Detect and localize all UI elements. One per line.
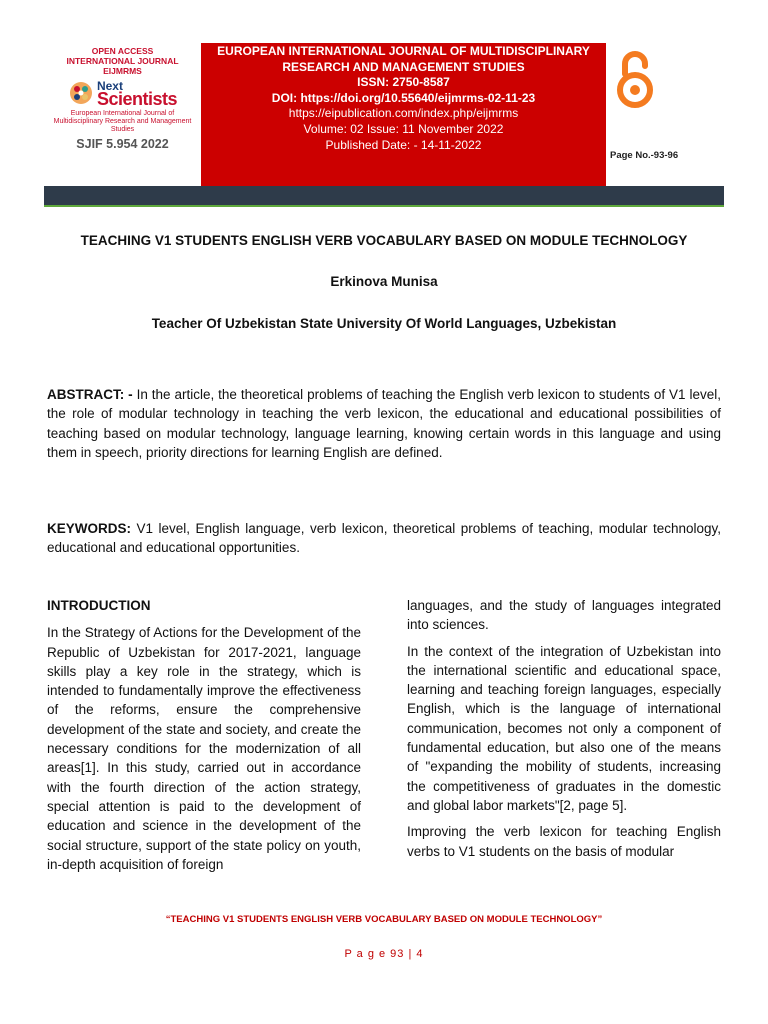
sjif-impact: SJIF 5.954 2022 bbox=[76, 137, 169, 151]
body-column-left bbox=[47, 596, 361, 881]
page-range: Page No.-93-96 bbox=[610, 150, 679, 161]
paragraph-integration: In the context of the integration of Uzbekistan into the international scientific and educational space, learning and teaching foreign languages, especially English, which is the language of international communication, becomes not only a component of fundamental education, but also one of the means of "expanding the mobility of students, increasing the competitiveness of graduates in the domestic and global labor markets"[2, page 5]. bbox=[407, 643, 721, 813]
journal-volume: Volume: 02 Issue: 11 November 2022 bbox=[303, 121, 504, 136]
header-divider-band bbox=[44, 186, 724, 205]
brand-scientists: Scientists bbox=[96, 89, 178, 109]
running-title: “TEACHING V1 STUDENTS ENGLISH VERB VOCABULARY BASED ON MODULE TECHNOLOGY” bbox=[165, 914, 603, 925]
journal-issn: ISSN: 2750-8587 bbox=[357, 75, 450, 90]
page-number: P a g e 93 | 4 bbox=[344, 948, 424, 960]
paragraph-continued: languages, and the study of languages integrated into sciences. bbox=[407, 598, 721, 633]
journal-logo-block bbox=[50, 46, 195, 186]
journal-info-box bbox=[201, 43, 606, 187]
article-author: Erkinova Munisa bbox=[330, 274, 438, 289]
journal-name: EUROPEAN INTERNATIONAL JOURNAL OF MULTIDISCIPLINARY RESEARCH AND MANAGEMENT STUDIES bbox=[217, 44, 590, 74]
published-date: Published Date: - 14-11-2022 bbox=[325, 137, 482, 152]
next-scientists-logo-icon bbox=[68, 80, 94, 106]
keywords-text: V1 level, English language, verb lexicon, theoretical problems of teaching, modular technology, educational and educational opportunities. bbox=[47, 521, 721, 556]
international-journal-label: INTERNATIONAL JOURNAL bbox=[66, 56, 179, 66]
abstract-label: ABSTRACT: - bbox=[47, 387, 133, 402]
brand-subtitle: European International Journal of Multidisciplinary Research and Management Studies bbox=[53, 110, 192, 133]
introduction-heading: INTRODUCTION bbox=[47, 598, 151, 613]
abstract bbox=[47, 385, 721, 462]
journal-doi[interactable]: DOI: https://doi.org/10.55640/eijmrms-02-11-23 bbox=[271, 90, 536, 105]
body-column-right bbox=[407, 596, 721, 868]
open-access-label: OPEN ACCESS bbox=[91, 46, 154, 56]
introduction-paragraph: In the Strategy of Actions for the Development of the Republic of Uzbekistan for 2017-2021, language skills play a key role in the strategy, which is intended to fundamentally improve the effectiveness of the reforms, ensure the comprehensive development of the state and society, and create the necessary conditions for the modernization of all areas[1]. In this study, carried out in accordance with the fourth direction of the action strategy, special attention is paid to the development of education and science in the development of the social structure, support of the state policy on youth, in-depth acquisition of foreign bbox=[47, 625, 361, 872]
paragraph-verb-lexicon: Improving the verb lexicon for teaching English verbs to V1 students on the basis of modular bbox=[407, 824, 721, 859]
article-title: TEACHING V1 STUDENTS ENGLISH VERB VOCABULARY BASED ON MODULE TECHNOLOGY bbox=[80, 233, 688, 248]
header-divider-accent bbox=[44, 205, 724, 207]
open-access-lock-icon bbox=[613, 48, 657, 110]
author-affiliation: Teacher Of Uzbekistan State University Of World Languages, Uzbekistan bbox=[151, 316, 617, 331]
journal-url[interactable]: https://eipublication.com/index.php/eijmrms bbox=[288, 106, 519, 121]
journal-abbrev-label: EIJMRMS bbox=[103, 66, 142, 76]
keywords bbox=[47, 519, 721, 558]
keywords-label: KEYWORDS: bbox=[47, 521, 131, 536]
abstract-text: In the article, the theoretical problems of teaching the English verb lexicon to students of V1 level, the role of modular technology in teaching the verb lexicon, the educational and educational possibilities of teaching based on modular technology, language learning, knowing certain words in this language and using them in speech, priority directions for learning English are defined. bbox=[47, 387, 721, 460]
brand-next: Next bbox=[96, 79, 123, 93]
